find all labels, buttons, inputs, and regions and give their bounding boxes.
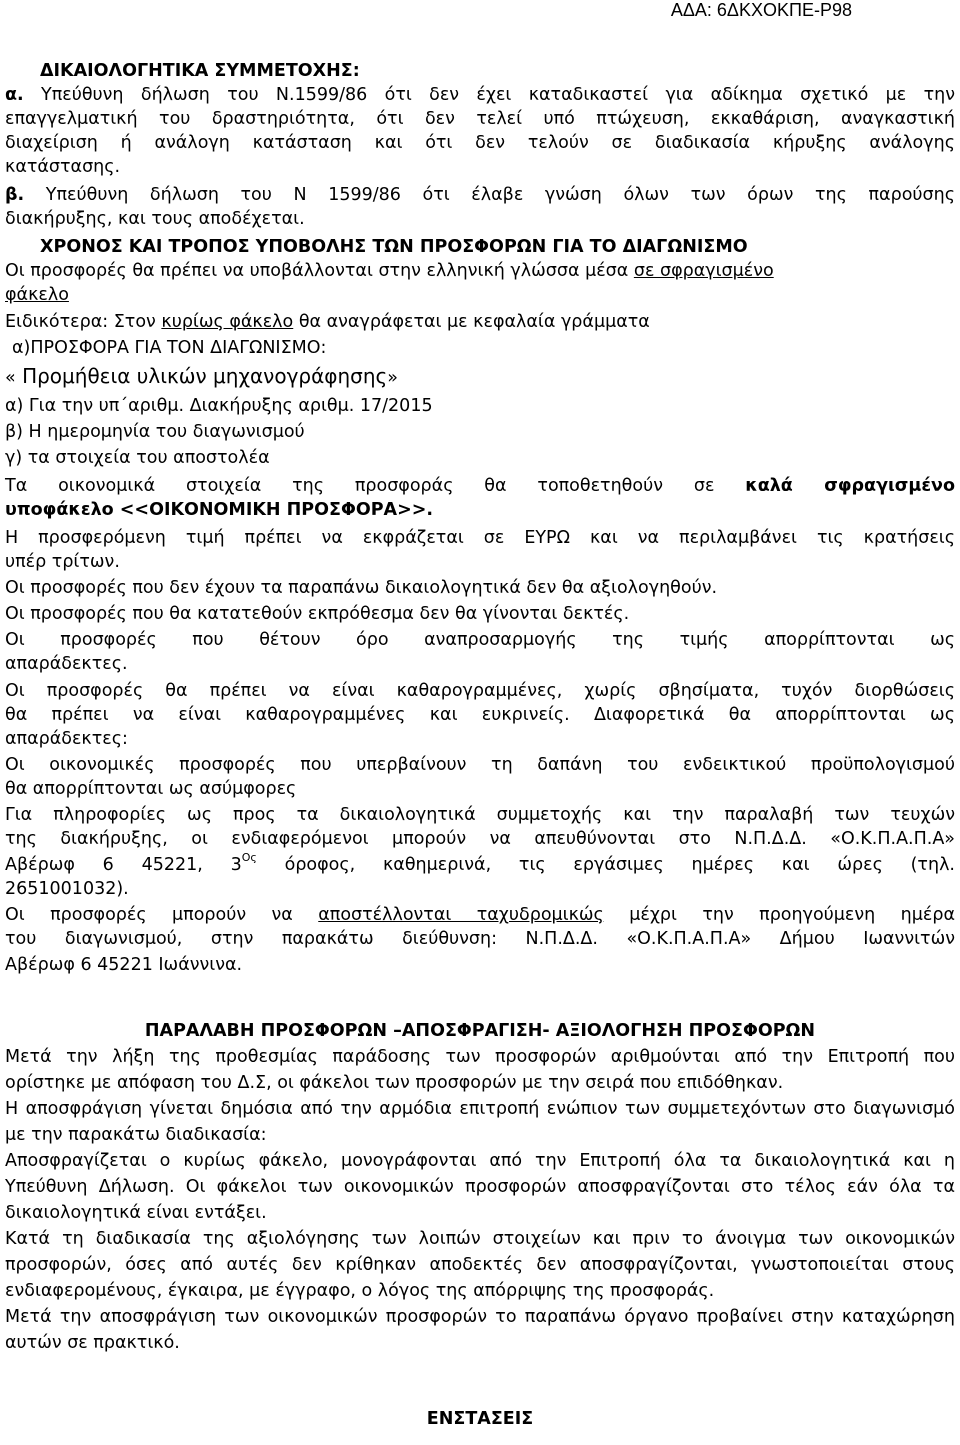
submission-text-line: Οι προσφορές θα πρέπει να είναι καθαρογραμμένες, χωρίς σβησίματα, τυχόν διορθώσεις	[5, 681, 955, 701]
receipt-line: Κατά τη διαδικασία της αξιολόγησης των λοιπών στοιχείων και πριν το άνοιγμα των οικονομικών	[5, 1229, 955, 1249]
submission-line-8: γ) τα στοιχεία του αποστολέα	[5, 448, 270, 468]
ada-code: ΑΔΑ: 6ΔΚΧΟΚΠΕ-Ρ98	[670, 0, 852, 20]
submission-text-line: θα πρέπει να είναι καθαρογραμμένες και ευκρινείς. Διαφορετικά θα απορρίπτονται ως	[5, 705, 955, 725]
objections-title: ΕΝΣΤΑΣΕΙΣ	[426, 1409, 534, 1429]
submission-floor-line: Αβέρωφ 6 45221, $3^{O\varsigma}$ όροφος, καθημερινά, τις εργάσιμες ημέρες και ώρες (τηλ.	[5, 851, 955, 875]
receipt-line: Η αποσφράγιση γίνεται δημόσια από την αρμόδια επιτροπή ενώπιον των συμμετεχόντων στο διαγωνισμό	[5, 1099, 955, 1119]
submission-line-6: α) Για την υπ΄αριθμ. Διακήρυξης αριθμ. 17/2015	[5, 396, 433, 416]
submission-send-line-1: Οι προσφορές μπορούν να αποστέλλονται ταχυδρομικώς μέχρι την προηγούμενη ημέρα	[5, 905, 955, 925]
participation-b-line-1: β. Υπεύθυνη δήλωση του Ν 1599/86 ότι έλαβε γνώση όλων των όρων της παρούσης	[5, 185, 955, 205]
submission-text-line: της διακήρυξης, οι ενδιαφερόμενοι μπορούν να απευθύνονται στο Ν.Π.Δ.Δ. «Ο.Κ.Π.Α.Π.Α»	[5, 829, 955, 849]
receipt-line: ενδιαφερομένους, έγκαιρα, με έγγραφο, ο λόγος της απόρριψης της προσφοράς.	[5, 1281, 715, 1301]
submission-text-line: θα απορρίπτονται ως ασύμφορες	[5, 779, 297, 799]
submission-text-line: απαράδεκτες:	[5, 729, 128, 749]
submission-text-line: Για πληροφορίες ως προς τα δικαιολογητικά συμμετοχής και την παραλαβή των τευχών	[5, 805, 955, 825]
submission-line-7: β) Η ημερομηνία του διαγωνισμού	[5, 422, 305, 442]
receipt-line: δικαιολογητικά είναι εντάξει.	[5, 1203, 267, 1223]
receipt-line: με την παρακάτω διαδικασία:	[5, 1125, 267, 1145]
submission-text-line: Η προσφερόμενη τιμή πρέπει να εκφράζεται σε ΕΥΡΩ και να περιλαμβάνει τις κρατήσεις	[5, 528, 955, 548]
receipt-line: Υπεύθυνη Δήλωση. Οι φάκελοι των οικονομικών προσφορών αποσφραγίζονται στο τέλος εάν όλα τα	[5, 1177, 955, 1197]
participation-a-line-1: α. Υπεύθυνη δήλωση του Ν.1599/86 ότι δεν έχει καταδικαστεί για αδίκημα σχετικό με την	[5, 85, 955, 105]
participation-b-line-2: διακήρυξης, και τους αποδέχεται.	[5, 209, 305, 229]
submission-line-2: φάκελο	[5, 285, 69, 305]
submission-text-line: Οι προσφορές που θα κατατεθούν εκπρόθεσμα δεν θα γίνονται δεκτές.	[5, 604, 630, 624]
submission-line-9: Τα οικονομικά στοιχεία της προσφοράς θα τοποθετηθούν σε καλά σφραγισμένο	[5, 476, 955, 496]
receipt-line: ορίστηκε με απόφαση του Δ.Σ, οι φάκελοι των προσφορών με την σειρά που επιδόθηκαν.	[5, 1073, 784, 1093]
participation-a-line-2: επαγγελματική του δραστηριότητα, ότι δεν τελεί υπό πτώχευση, εκκαθάριση, αναγκαστική	[5, 109, 955, 129]
submission-send-line-2: του διαγωνισμού, στην παρακάτω διεύθυνση: Ν.Π.Δ.Δ. «Ο.Κ.Π.Α.Π.Α» Δήμου Ιωαννιτών	[5, 929, 955, 949]
submission-text-line: υπέρ τρίτων.	[5, 552, 120, 572]
submission-line-10: υποφάκελο <<ΟΙΚΟΝΟΜΙΚΗ ΠΡΟΣΦΟΡΑ>>.	[5, 500, 434, 520]
submission-subject: « Προμήθεια υλικών μηχανογράφησης»	[5, 364, 398, 388]
submission-text-line: Οι προσφορές που θέτουν όρο αναπροσαρμογής της τιμής απορρίπτονται ως	[5, 630, 955, 650]
receipt-line: προσφορών, όσες από αυτές δεν κρίθηκαν αποδεκτές δεν αποσφραγίζονται, γνωστοποιείται στους	[5, 1255, 955, 1275]
participation-a-line-4: κατάστασης.	[5, 157, 121, 177]
submission-line-3: Ειδικότερα: Στον κυρίως φάκελο θα αναγράφεται με κεφαλαία γράμματα	[5, 312, 650, 332]
submission-line-1: Οι προσφορές θα πρέπει να υποβάλλονται στην ελληνική γλώσσα μέσα σε σφραγισμένο	[5, 261, 774, 281]
submission-send-line-3: Αβέρωφ 6 45221 Ιωάννινα.	[5, 955, 243, 975]
receipt-line: Αποσφραγίζεται ο κυρίως φάκελο, μονογράφονται από την Επιτροπή όλα τα δικαιολογητικά και η	[5, 1151, 955, 1171]
receipt-title: ΠΑΡΑΛΑΒΗ ΠΡΟΣΦΟΡΩΝ –ΑΠΟΣΦΡΑΓΙΣΗ- ΑΞΙΟΛΟΓΗΣΗ ΠΡΟΣΦΟΡΩΝ	[144, 1021, 816, 1041]
submission-text-line: Οι οικονομικές προσφορές που υπερβαίνουν τη δαπάνη του ενδεικτικού προϋπολογισμού	[5, 755, 955, 775]
receipt-line: Μετά την λήξη της προθεσμίας παράδοσης των προσφορών αριθμούνται από την Επιτροπή που	[5, 1047, 955, 1067]
participation-title: ΔΙΚΑΙΟΛΟΓΗΤΙΚΑ ΣΥΜΜΕΤΟΧΗΣ:	[40, 61, 360, 81]
submission-line-4: α)ΠΡΟΣΦΟΡΑ ΓΙΑ ΤΟΝ ΔΙΑΓΩΝΙΣΜΟ:	[12, 338, 327, 358]
participation-a-line-3: διαχείριση ή ανάλογη κατάσταση και ότι δεν τελούν σε διαδικασία κήρυξης ανάλογης	[5, 133, 955, 153]
item-a-label: α.	[5, 85, 24, 105]
submission-text-line: Οι προσφορές που δεν έχουν τα παραπάνω δικαιολογητικά δεν θα αξιολογηθούν.	[5, 578, 718, 598]
item-b-label: β.	[5, 185, 25, 205]
receipt-line: αυτών σε πρακτικό.	[5, 1333, 180, 1353]
submission-title: ΧΡΟΝΟΣ ΚΑΙ ΤΡΟΠΟΣ ΥΠΟΒΟΛΗΣ ΤΩΝ ΠΡΟΣΦΟΡΩΝ ΓΙΑ ΤΟ ΔΙΑΓΩΝΙΣΜΟ	[40, 237, 748, 257]
receipt-line: Μετά την αποσφράγιση των οικονομικών προσφορών το παραπάνω όργανο προβαίνει στην καταχώρηση	[5, 1307, 955, 1327]
submission-text-line: απαράδεκτες.	[5, 654, 128, 674]
submission-phone-line: 2651001032).	[5, 879, 129, 899]
